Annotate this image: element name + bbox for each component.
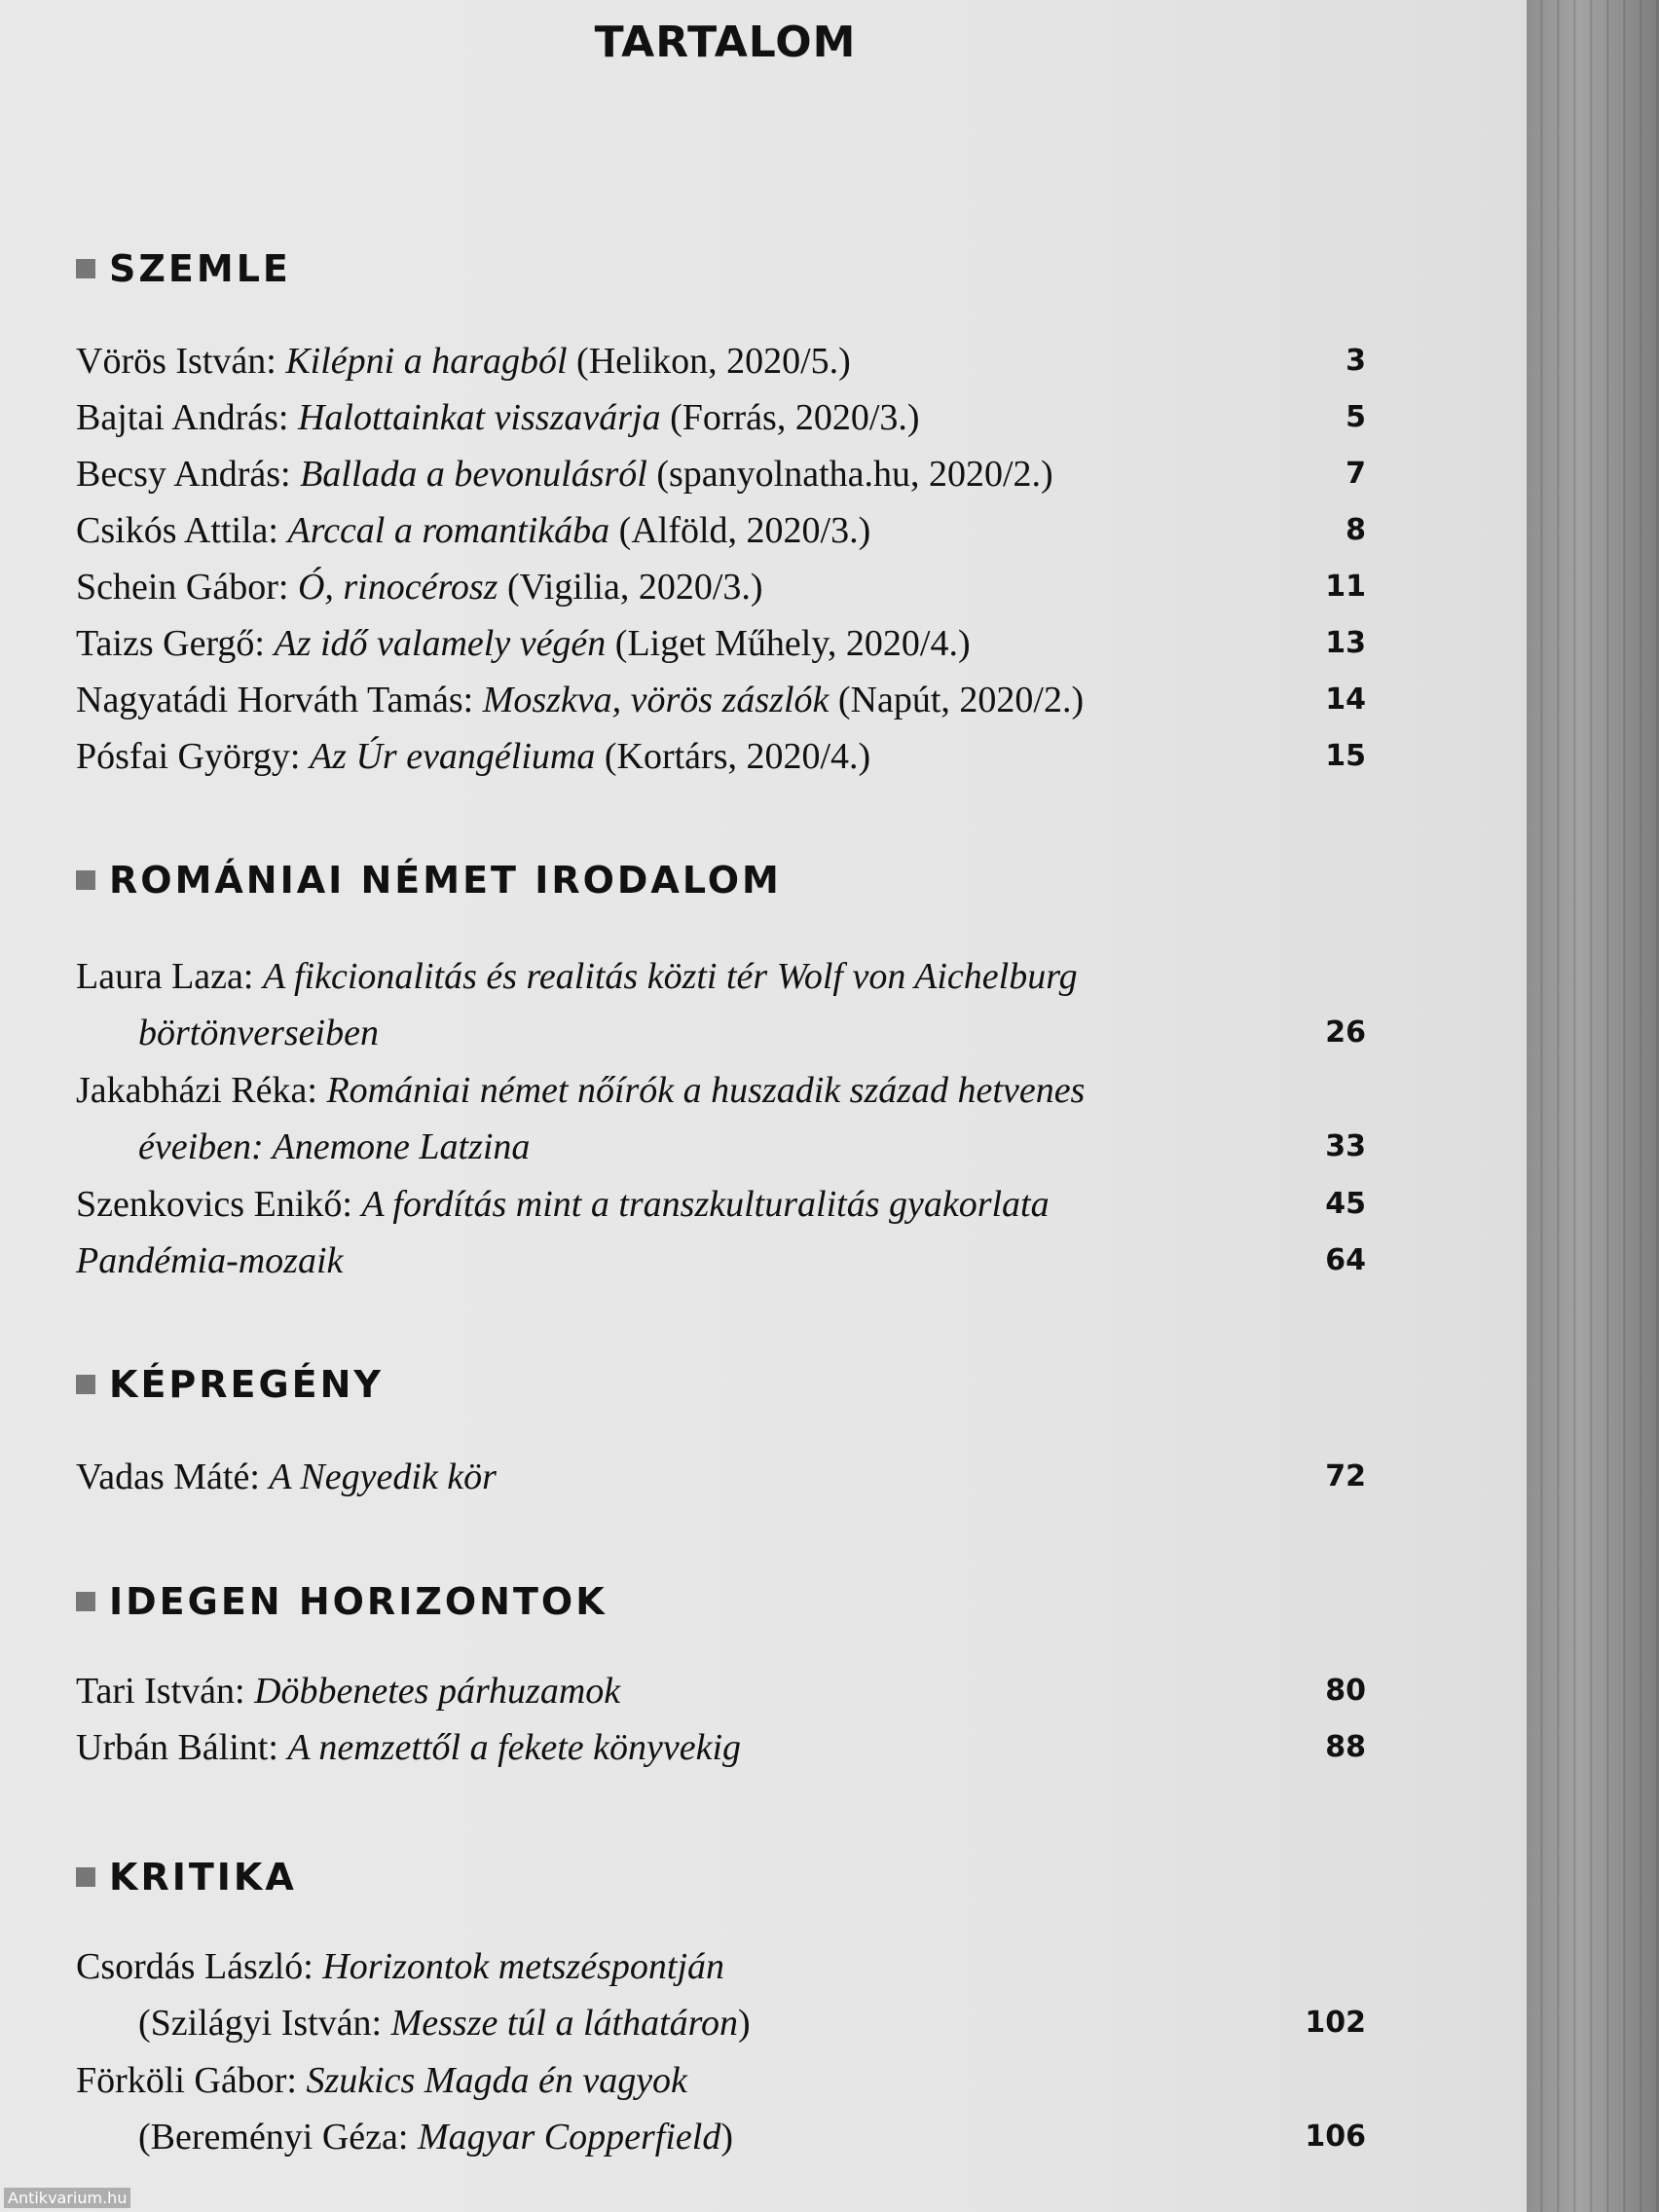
toc-entry: Pandémia-mozaik 64 xyxy=(76,1233,1366,1289)
toc-entry: Nagyatádi Horváth Tamás: Moszkva, vörös zászlók (Napút, 2020/2.) 14 xyxy=(76,672,1366,728)
page-title: TARTALOM xyxy=(594,18,857,67)
toc-entry: Urbán Bálint: A nemzettől a fekete könyvekig 88 xyxy=(76,1719,1366,1776)
toc-entry: Förköli Gábor: Szukics Magda én vagyok (Bereményi Géza: Magyar Copperfield) 106 xyxy=(76,2052,1366,2165)
toc-entry: Jakabházi Réka: Romániai német nőírók a huszadik század hetvenes éveiben: Anemone Latzina 33 xyxy=(76,1062,1366,1175)
page-number: 5 xyxy=(1346,400,1366,434)
toc-entry: Schein Gábor: Ó, rinocérosz (Vigilia, 2020/3.) 11 xyxy=(76,559,1366,615)
toc-entry: Bajtai András: Halottainkat visszavárja (Forrás, 2020/3.) 5 xyxy=(76,389,1366,446)
section-heading-szemle: SZEMLE xyxy=(76,247,291,290)
toc-entry: Csordás László: Horizontok metszéspontján (Szilágyi István: Messze túl a láthatáron) 102 xyxy=(76,1938,1366,2051)
page-number: 8 xyxy=(1346,513,1366,547)
page-number: 80 xyxy=(1325,1674,1366,1708)
page-number: 13 xyxy=(1325,626,1366,660)
section-heading-kepregeny: KÉPREGÉNY xyxy=(76,1363,384,1406)
section-bullet-square xyxy=(76,1867,95,1887)
page-number: 7 xyxy=(1346,457,1366,491)
page-number: 106 xyxy=(1305,2120,1366,2154)
page-number: 33 xyxy=(1325,1129,1366,1163)
toc-entry: Csikós Attila: Arccal a romantikába (Alföld, 2020/3.) 8 xyxy=(76,502,1366,559)
toc-entry: Szenkovics Enikő: A fordítás mint a transzkulturalitás gyakorlata 45 xyxy=(76,1176,1366,1233)
section-heading-idegen-horizontok: IDEGEN HORIZONTOK xyxy=(76,1580,608,1623)
section-bullet-square xyxy=(76,870,95,890)
toc-entry: Laura Laza: A fikcionalitás és realitás közti tér Wolf von Aichelburg börtönverseiben 26 xyxy=(76,948,1366,1061)
page-number: 15 xyxy=(1325,739,1366,773)
toc-entry: Vörös István: Kilépni a haragból (Helikon, 2020/5.) 3 xyxy=(76,333,1366,389)
section-bullet-square xyxy=(76,1592,95,1611)
watermark-text: Antikvarium.hu xyxy=(4,2188,130,2208)
section-heading-kritika: KRITIKA xyxy=(76,1856,297,1899)
page-number: 72 xyxy=(1325,1459,1366,1493)
page-number: 14 xyxy=(1325,682,1366,717)
toc-entry: Becsy András: Ballada a bevonulásról (spanyolnatha.hu, 2020/2.) 7 xyxy=(76,446,1366,502)
page-number: 26 xyxy=(1325,1015,1366,1050)
page-number: 45 xyxy=(1325,1187,1366,1221)
toc-entry: Vadas Máté: A Negyedik kör 72 xyxy=(76,1449,1366,1505)
page-number: 11 xyxy=(1325,570,1366,604)
toc-entry: Tari István: Döbbenetes párhuzamok 80 xyxy=(76,1663,1366,1719)
toc-entry: Taizs Gergő: Az idő valamely végén (Liget Műhely, 2020/4.) 13 xyxy=(76,615,1366,672)
adjacent-page-edge xyxy=(1527,0,1659,2212)
section-bullet-square xyxy=(76,259,95,278)
page-number: 102 xyxy=(1305,2006,1366,2040)
toc-entry: Pósfai György: Az Úr evangéliuma (Kortárs, 2020/4.) 15 xyxy=(76,728,1366,785)
section-bullet-square xyxy=(76,1375,95,1394)
page-number: 88 xyxy=(1325,1730,1366,1764)
page-number: 3 xyxy=(1346,344,1366,378)
page-number: 64 xyxy=(1325,1243,1366,1277)
page-edge-lines xyxy=(1527,0,1659,2212)
section-heading-romaniai-nemet-irodalom: ROMÁNIAI NÉMET IRODALOM xyxy=(76,859,782,902)
